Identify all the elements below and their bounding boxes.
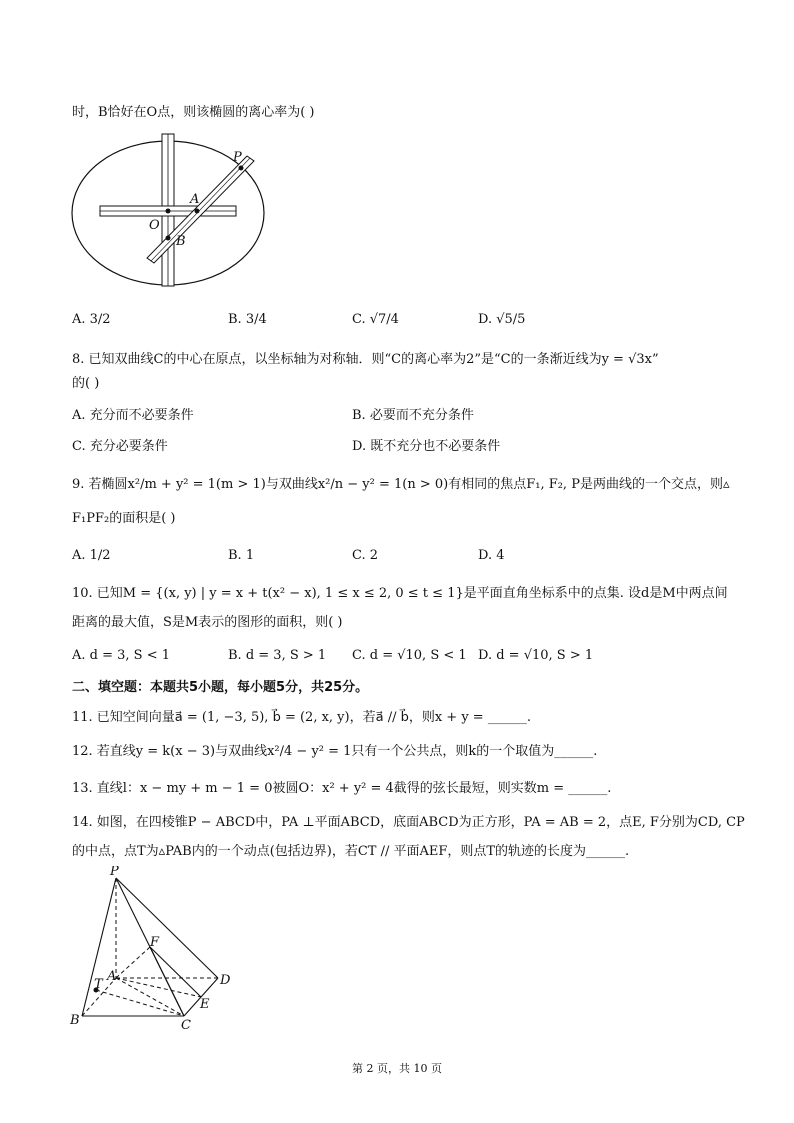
- ellipse-figure: [66, 130, 276, 290]
- q10-option-b[interactable]: B. d = 3, S > 1: [228, 648, 327, 663]
- q9-option-b[interactable]: B. 1: [228, 548, 255, 563]
- q14-line1: 14. 如图，在四棱锥P − ABCD中，PA ⊥平面ABCD，底面ABCD为正方形，PA = AB = 2，点E, F分别为CD, CP: [72, 815, 745, 830]
- q10-line1: 10. 已知M = {(x, y) | y = x + t(x² − x), 1 ≤ x ≤ 2, 0 ≤ t ≤ 1}是平面直角坐标系中的点集. 设d是M中两点间: [72, 586, 728, 601]
- section-fill-in-title: 二、填空题：本题共5小题，每小题5分，共25分。: [72, 680, 369, 695]
- label-O: O: [149, 218, 160, 233]
- label-P: P: [233, 150, 242, 165]
- point-O: [166, 209, 171, 214]
- q8-line2: 的( ): [72, 376, 100, 391]
- point-A: [195, 209, 200, 214]
- q10-line2: 距离的最大值，S是M表示的图形的面积，则( ): [72, 615, 343, 630]
- label-B: B: [176, 234, 186, 249]
- q8-option-a[interactable]: A. 充分而不必要条件: [72, 408, 194, 423]
- label-T: T: [94, 977, 103, 992]
- pyramid-figure: [66, 866, 246, 1032]
- label-P: P: [110, 866, 119, 879]
- q9-line1: 9. 若椭圆x²/m + y² = 1(m > 1)与双曲线x²/n − y² = 1(n > 0)有相同的焦点F₁, F₂, P是两曲线的一个交点，则▵: [72, 477, 730, 492]
- q10-option-c[interactable]: C. d = √10, S < 1: [352, 648, 467, 663]
- q8-option-c[interactable]: C. 充分必要条件: [72, 439, 168, 454]
- q10-option-d[interactable]: D. d = √10, S > 1: [478, 648, 594, 663]
- q7-text: 时，B恰好在O点，则该椭圆的离心率为( ): [72, 105, 315, 120]
- q9-option-d[interactable]: D. 4: [478, 548, 505, 563]
- label-F: F: [150, 935, 160, 950]
- point-B: [166, 236, 171, 241]
- label-A: A: [190, 192, 200, 207]
- label-B: B: [70, 1013, 80, 1028]
- page-footer: 第 2 页，共 10 页: [352, 1062, 442, 1075]
- q12-text: 12. 若直线y = k(x − 3)与双曲线x²/4 − y² = 1只有一个公共点，则k的一个取值为______.: [72, 744, 598, 759]
- q8-option-b[interactable]: B. 必要而不充分条件: [352, 408, 474, 423]
- label-D: D: [220, 973, 231, 988]
- q13-text: 13. 直线l：x − my + m − 1 = 0被圆O：x² + y² = 4截得的弦长最短，则实数m = ______.: [72, 781, 612, 796]
- label-E: E: [200, 997, 210, 1012]
- q14-line2: 的中点，点T为▵PAB内的一个动点(包括边界)，若CT // 平面AEF，则点T的轨迹的长度为______.: [72, 844, 630, 859]
- q7-option-d[interactable]: D. √5/5: [478, 312, 526, 327]
- q8-option-d[interactable]: D. 既不充分也不必要条件: [352, 439, 501, 454]
- q7-option-b[interactable]: B. 3/4: [228, 312, 267, 327]
- q9-line2: F₁PF₂的面积是( ): [72, 511, 176, 526]
- label-A: A: [107, 969, 117, 984]
- q7-option-a[interactable]: A. 3/2: [72, 312, 111, 327]
- label-C: C: [181, 1018, 191, 1032]
- q9-option-c[interactable]: C. 2: [352, 548, 379, 563]
- q9-option-a[interactable]: A. 1/2: [72, 548, 111, 563]
- point-P: [239, 166, 244, 171]
- q10-option-a[interactable]: A. d = 3, S < 1: [72, 648, 171, 663]
- q8-line1: 8. 已知双曲线C的中心在原点，以坐标轴为对称轴．则“C的离心率为2”是“C的一条渐近线为y = √3x”: [72, 352, 659, 367]
- q11-text: 11. 已知空间向量a⃗ = (1, −3, 5), b⃗ = (2, x, y)，若a⃗ // b⃗，则x + y = ______.: [72, 710, 531, 725]
- q7-option-c[interactable]: C. √7/4: [352, 312, 399, 327]
